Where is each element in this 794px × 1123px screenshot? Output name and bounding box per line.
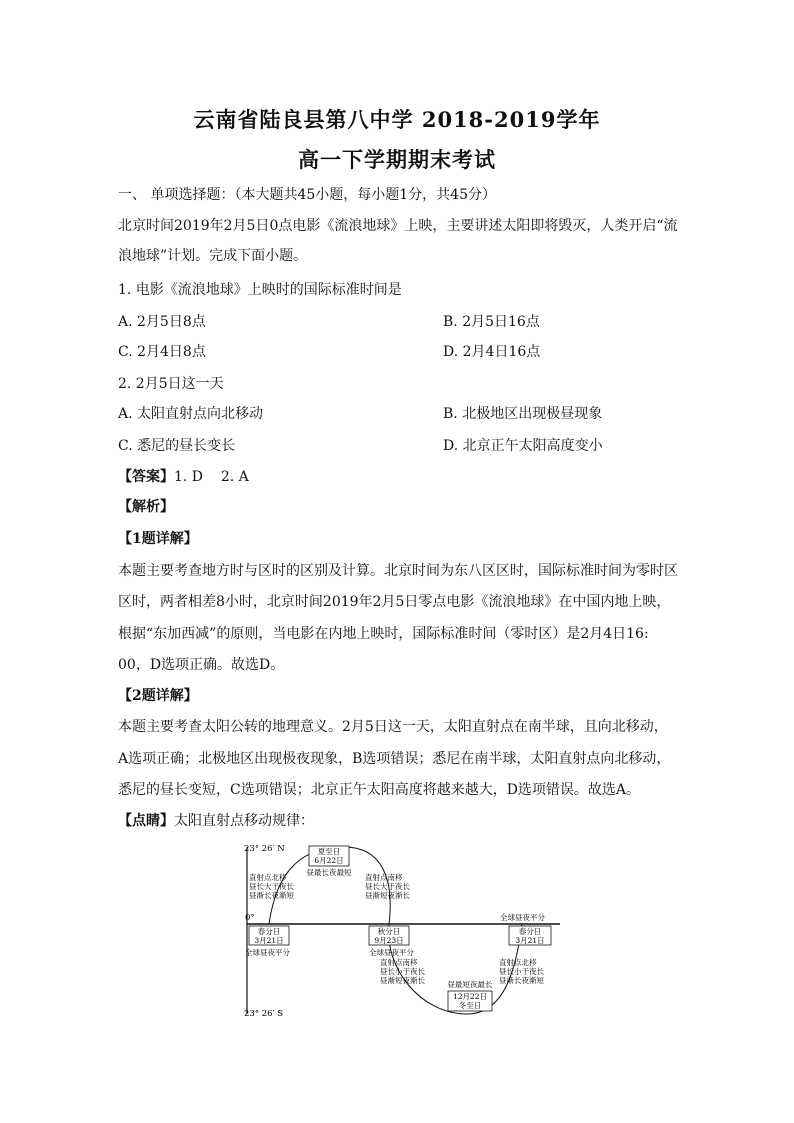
winter-solstice-name: 冬至日 bbox=[458, 1001, 482, 1010]
seg2-line: 昼渐短夜渐长 bbox=[365, 891, 410, 900]
lat-south-label: 23° 26′ S bbox=[244, 1009, 284, 1019]
q2-option-b: B. 北极地区出现极昼现象 bbox=[443, 406, 603, 422]
q1-option-a: A. 2月5日8点 bbox=[118, 314, 206, 330]
spring-equinox-2-date: 3月21日 bbox=[515, 936, 545, 945]
question-2: 2. 2月5日这一天 bbox=[118, 376, 224, 392]
spring-equinox-name: 春分日 bbox=[257, 927, 281, 936]
answer-text: 1. D 2. A bbox=[174, 469, 249, 485]
detail-1-line: 00，D选项正确。故选D。 bbox=[118, 657, 285, 673]
q2-option-a: A. 太阳直射点向北移动 bbox=[118, 406, 264, 422]
autumn-equinox-note: 全球昼夜平分 bbox=[369, 948, 414, 957]
question-1: 1. 电影《流浪地球》上映时的国际标准时间是 bbox=[118, 282, 402, 298]
seg2-line: 昼长大于夜长 bbox=[365, 882, 410, 891]
lat-zero-label: 0° bbox=[245, 913, 255, 923]
detail-2-line: A选项正确；北极地区出现极夜现象，B选项错误；悉尼在南半球，太阳直射点向北移动， bbox=[118, 751, 671, 767]
seg3-line: 昼长小于夜长 bbox=[380, 967, 425, 976]
solar-migration-diagram bbox=[242, 842, 562, 1020]
autumn-equinox-date: 9月23日 bbox=[374, 936, 404, 945]
detail-1-label: 【1题详解】 bbox=[118, 531, 198, 547]
exam-subtitle: 高一下学期期末考试 bbox=[298, 147, 496, 172]
section-heading: 一、 单项选择题：（本大题共45小题，每小题1分，共45分） bbox=[118, 187, 496, 203]
detail-2-line: 悉尼的昼长变短，C选项错误；北京正午太阳高度将越来越大，D选项错误。故选A。 bbox=[118, 782, 641, 798]
seg1-line: 昼长大于夜长 bbox=[249, 882, 294, 891]
winter-solstice-note: 昼最短夜最长 bbox=[447, 980, 493, 989]
summer-solstice-date: 6月22日 bbox=[314, 856, 344, 865]
spring-equinox-2-name: 春分日 bbox=[518, 927, 542, 936]
seg1-line: 昼渐长夜渐短 bbox=[249, 891, 294, 900]
seg4-line: 昼渐长夜渐短 bbox=[499, 976, 544, 985]
answer-label: 【答案】 bbox=[118, 469, 174, 485]
summer-solstice-note: 昼最长夜最短 bbox=[306, 868, 352, 877]
analysis-label: 【解析】 bbox=[118, 499, 174, 515]
spring-equinox-date: 3月21日 bbox=[254, 936, 284, 945]
winter-solstice-date: 12月22日 bbox=[452, 992, 488, 1001]
q1-option-b: B. 2月5日16点 bbox=[443, 314, 540, 330]
question-stem-line: 浪地球”计划。完成下面小题。 bbox=[118, 248, 308, 264]
q1-option-d: D. 2月4日16点 bbox=[443, 344, 541, 360]
lat-north-label: 23° 26′ N bbox=[244, 844, 285, 854]
exam-title: 云南省陆良县第八中学 2018-2019学年 bbox=[193, 107, 601, 132]
seg2-line: 直射点南移 bbox=[365, 873, 403, 882]
detail-2-line: 本题主要考查太阳公转的地理意义。2月5日这一天，太阳直射点在南半球，且向北移动， bbox=[118, 719, 668, 735]
tip-text: 太阳直射点移动规律： bbox=[174, 813, 314, 829]
tip-row bbox=[118, 811, 314, 831]
q2-option-c: C. 悉尼的昼长变长 bbox=[118, 438, 236, 454]
detail-1-line: 区时，两者相差8小时，北京时间2019年2月5日零点电影《流浪地球》在中国内地上映， bbox=[118, 594, 671, 610]
summer-solstice-name: 夏至日 bbox=[317, 847, 341, 856]
answer-row bbox=[118, 467, 249, 487]
detail-1-line: 本题主要考查地方时与区时的区别及计算。北京时间为东八区区时，国际标准时间为零时区 bbox=[118, 563, 678, 579]
detail-1-line: 根据“东加西减”的原则，当电影在内地上映时，国际标准时间（零时区）是2月4日16: bbox=[118, 626, 649, 642]
detail-2-label: 【2题详解】 bbox=[118, 688, 198, 704]
seg1-line: 直射点北移 bbox=[249, 873, 287, 882]
seg3-line: 直射点南移 bbox=[380, 958, 418, 967]
spring-equinox-note: 全球昼夜平分 bbox=[245, 948, 290, 957]
seg4-line: 直射点北移 bbox=[499, 958, 537, 967]
seg3-line: 昼渐短夜渐长 bbox=[380, 976, 425, 985]
tip-label: 【点睛】 bbox=[118, 813, 174, 829]
q2-option-d: D. 北京正午太阳高度变小 bbox=[443, 438, 603, 454]
autumn-equinox-name: 秋分日 bbox=[377, 927, 401, 936]
spring2-note: 全球昼夜平分 bbox=[500, 913, 545, 922]
q1-option-c: C. 2月4日8点 bbox=[118, 344, 206, 360]
seg4-line: 昼长小于夜长 bbox=[499, 967, 544, 976]
question-stem-line: 北京时间2019年2月5日0点电影《流浪地球》上映，主要讲述太阳即将毁灭，人类开启“流 bbox=[118, 218, 678, 234]
